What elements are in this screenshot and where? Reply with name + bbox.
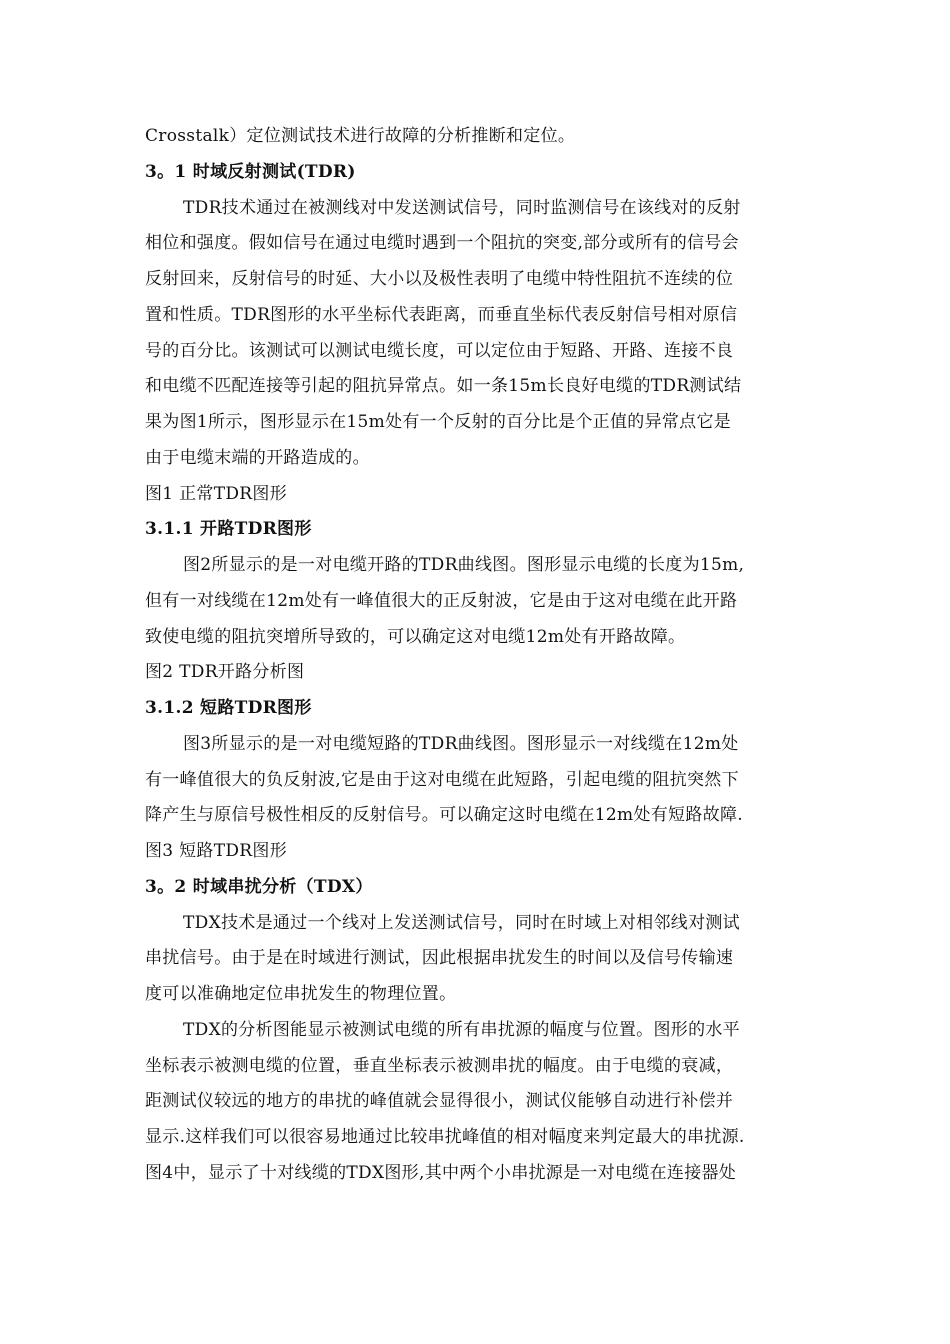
paragraph-line: TDR技术通过在被测线对中发送测试信号，同时监测信号在该线对的反射 — [183, 198, 741, 218]
section-heading-tdx: 3。2 时域串扰分析（TDX） — [145, 877, 373, 897]
paragraph-line: TDX的分析图能显示被测试电缆的所有串扰源的幅度与位置。图形的水平 — [183, 1020, 740, 1040]
paragraph-line: 由于电缆末端的开路造成的。 — [145, 448, 370, 468]
paragraph-line: Crosstalk）定位测试技术进行故障的分析推断和定位。 — [145, 126, 576, 146]
paragraph-line: 果为图1所示，图形显示在15m处有一个反射的百分比是个正值的异常点它是 — [145, 412, 732, 432]
paragraph-line: 距测试仪较远的地方的串扰的峰值就会显得很小，测试仪能够自动进行补偿并 — [145, 1091, 734, 1111]
section-heading-short-circuit: 3.1.2 短路TDR图形 — [145, 698, 312, 718]
figure-caption-1: 图1 正常TDR图形 — [145, 484, 287, 504]
paragraph-line: TDX技术是通过一个线对上发送测试信号，同时在时域上对相邻线对测试 — [183, 913, 740, 933]
paragraph-line: 图2所显示的是一对电缆开路的TDR曲线图。图形显示电缆的长度为15m, — [183, 555, 745, 575]
paragraph-line: 有一峰值很大的负反射波,它是由于这对电缆在此短路，引起电缆的阻抗突然下 — [145, 770, 739, 790]
paragraph-line: 串扰信号。由于是在时域进行测试，因此根据串扰发生的时间以及信号传输速 — [145, 948, 734, 968]
figure-caption-3: 图3 短路TDR图形 — [145, 841, 287, 861]
paragraph-line: 反射回来，反射信号的时延、大小以及极性表明了电缆中特性阻抗不连续的位 — [145, 269, 734, 289]
paragraph-line: 坐标表示被测电缆的位置，垂直坐标表示被测串扰的幅度。由于电缆的衰减， — [145, 1056, 734, 1076]
paragraph-line: 致使电缆的阻抗突增所导致的，可以确定这对电缆12m处有开路故障。 — [145, 627, 686, 647]
paragraph-line: 和电缆不匹配连接等引起的阻抗异常点。如一条15m长良好电缆的TDR测试结 — [145, 376, 742, 396]
paragraph-line: 显示.这样我们可以很容易地通过比较串扰峰值的相对幅度来判定最大的串扰源. — [145, 1127, 745, 1147]
paragraph-line: 度可以准确地定位串扰发生的物理位置。 — [145, 984, 457, 1004]
section-heading-open-circuit: 3.1.1 开路TDR图形 — [145, 519, 312, 539]
paragraph-line: 降产生与原信号极性相反的反射信号。可以确定这时电缆在12m处有短路故障. — [145, 805, 743, 825]
figure-caption-2: 图2 TDR开路分析图 — [145, 662, 305, 682]
paragraph-line: 相位和强度。假如信号在通过电缆时遇到一个阻抗的突变,部分或所有的信号会 — [145, 233, 739, 253]
section-heading-tdr: 3。1 时域反射测试(TDR) — [145, 162, 356, 182]
paragraph-line: 图3所显示的是一对电缆短路的TDR曲线图。图形显示一对线缆在12m处 — [183, 734, 739, 754]
paragraph-line: 号的百分比。该测试可以测试电缆长度，可以定位由于短路、开路、连接不良 — [145, 341, 734, 361]
paragraph-line: 但有一对线缆在12m处有一峰值很大的正反射波，它是由于这对电缆在此开路 — [145, 591, 738, 611]
paragraph-line: 置和性质。TDR图形的水平坐标代表距离，而垂直坐标代表反射信号相对原信 — [145, 305, 738, 325]
paragraph-line: 图4中，显示了十对线缆的TDX图形,其中两个小串扰源是一对电缆在连接器处 — [145, 1163, 737, 1183]
